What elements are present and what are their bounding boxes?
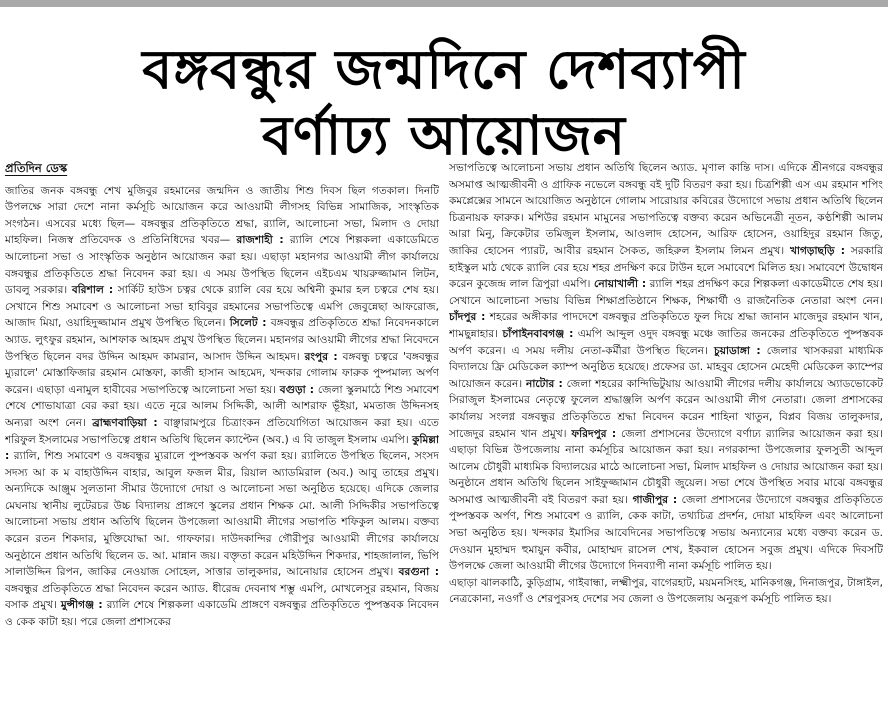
region-text-brahmanbaria: বাঞ্ছারামপুরে চিত্রাংকন প্রতিযোগিতা আয়োজন করা হয়। এতে শরিফুল ইসলামের সভাপতিত্বে প্রধান অতিথি ছিলেন ক্যাপ্টেন (অব.) এ বি তাজুল ইসলাম এমপি। <box>5 416 439 446</box>
closing-paragraph: এছাড়া ঝালকাঠি, কুড়িগ্রাম, গাইবান্ধা, লক্ষ্মীপুর, বাগেরহাট, ময়মনসিংহ, মানিকগঞ্জ, দিনাজপুর, টাঙ্গাইল, নেত্রকোনা, নওগাঁ ও শেরপুরসহ দেশের সব জেলা ও উপজেলায় অনুরূপ কর্মসূচি পালিত হয়। <box>449 576 883 606</box>
region-text-rangpur: বঙ্গবন্ধু চত্বরে 'বঙ্গবন্ধুর ম্যুরালে' মোস্তাফিজার রহমান মোস্তফা, কাজী হাসান আহমেদ, খন্দকার গোলাম ফারুক পুষ্পমাল্য অর্পণ করেন। এছাড়া এনামুল হাবীবের সভাপতিত্বে আলোচনা সভা হয়। <box>5 350 439 396</box>
region-label-gazipur: গাজীপুর : <box>632 493 678 506</box>
region-text-khagrachari: সরকারি হাইস্কুল মাঠ থেকে র‍্যালি বের হয়ে শহর প্রদক্ষিণ করে টাউন হলে সমাবেশে মিলিত হয়। সমাবেশে উদ্বোধন করেন কুজেন্দ্র লাল ত্রিপুরা এমপি। <box>449 244 883 291</box>
region-text-faridpur: জেলা প্রশাসনের উদ্যোগে বর্ণাঢ্য র‍্যালির আয়োজন করা হয়। এছাড়া বিভিন্ন উপজেলায় নানা কর্মসূচির আয়োজন করা হয়। নগরকান্দা উপজেলার ফুলসুতী আব্দুল আলেম চৌধুরী মাধ্যমিক বিদ্যালয়ের মাঠে আলোচনা সভা, মিলাদ মাহফিল ও দোয়ার আয়োজন করা হয়। অনুষ্ঠানে প্রধান অতিথি ছিলেন সাইফুজ্জামান চৌধুরী জুয়েল। সভা শেষে উপস্থিত সবার মাঝে বঙ্গবন্ধুর অসমাপ্ত আত্মজীবনী বই বিতরণ করা হয়। <box>449 427 883 506</box>
article-right-column <box>449 160 883 702</box>
region-label-chuadanga: চুয়াডাঙ্গা : <box>713 344 761 357</box>
region-label-rangpur: রংপুর : <box>304 350 338 363</box>
headline-line-1: বঙ্গবন্ধুর জন্মদিনে দেশব্যাপী <box>142 38 746 101</box>
region-label-cumilla: কুমিল্লা : <box>5 433 439 463</box>
article-left-column <box>5 160 439 702</box>
region-label-bogura: বগুড়া : <box>279 383 315 396</box>
region-text-chandpur: শহরের অঙ্গীকার পাদদেশে বঙ্গবন্ধুর প্রতিকৃতিতে ফুল দিয়ে শ্রদ্ধা জানান মাজেদুর রহমান খান, শামছুন্নাহার। <box>449 311 883 340</box>
region-text-chuadanga: জেলার খাসকররা মাধ্যমিক বিদ্যালয়ে ফ্রি মেডিকেল ক্যাম্প অনুষ্ঠিত হয়েছে। প্রফেসর ডা. মাহবুব হোসেন মেহেদী মেডিকেল ক্যাম্পের আয়োজন করেন। <box>449 344 883 390</box>
intro-text: জাতির জনক বঙ্গবন্ধু শেখ মুজিবুর রহমানের জন্মদিন ও জাতীয় শিশু দিবস ছিল গতকাল। দিনটি উপলক্ষে সারা দেশে নানা কর্মসূচি আয়োজন করে আওয়ামী লীগসহ বিভিন্ন সামাজিক, সাংস্কৃতিক সংগঠন। এসবের মধ্যে ছিল— বঙ্গবন্ধুর প্রতিকৃতিতে শ্রদ্ধা, র‍্যালি, আলোচনা সভা, মিলাদ ও দোয়া মাহফিল। নিজস্ব প্রতিবেদক ও প্রতিনিধিদের খবর— <box>5 184 439 247</box>
region-label-faridpur: ফরিদপুর : <box>571 427 617 440</box>
region-text-munshiganj: র‍্যালি শেষে শিল্পকলা একাডেমি প্রাঙ্গণে বঙ্গবন্ধুর প্রতিকৃতিতে পুষ্পস্তবক নিবেদন ও কেক কাটা হয়। পরে জেলা প্রশাসকের <box>5 599 439 629</box>
region-label-barguna: বরগুনা : <box>398 566 439 579</box>
region-label-rajshahi: রাজশাহী : <box>236 234 284 247</box>
region-label-chapainawabganj: চাঁপাইনবাবগঞ্জ : <box>502 327 574 340</box>
region-text-noakhali: র‍্যালি শহর প্রদক্ষিণ করে শিল্পকলা একাডেমীতে শেষ হয়। সেখানে আলোচনা সভায় বিভিন্ন শিক্ষাপ্রতিষ্ঠানে শিক্ষক, শিক্ষার্থী ও রাজনৈতিক নেতারা অংশ নেন। <box>449 278 883 307</box>
region-label-chandpur: চাঁদপুর : <box>449 311 486 324</box>
article-body-left <box>5 183 439 631</box>
region-label-noakhali: নোয়াখালী : <box>594 278 647 291</box>
region-label-barishal: বরিশাল : <box>71 284 114 297</box>
region-text-sylhet: বঙ্গবন্ধুর প্রতিকৃতিতে শ্রদ্ধা নিবেদনকালে অ্যাড. লুৎফুর রহমান, আশফাক আহমদ প্রমুখ উপস্থিত ছিলেন। মহানগর আওয়ামী লীগের শ্রদ্ধা নিবেদনে উপস্থিত ছিলেন বদর উদ্দিন আহমদ কামরান, আসাদ উদ্দিন আহমদ। <box>5 317 439 363</box>
region-label-brahmanbaria: ব্রাহ্মণবাড়িয়া : <box>92 416 158 429</box>
region-label-natore: নাটোর : <box>526 377 563 390</box>
region-text-gazipur: জেলা প্রশাসনের উদ্যোগে বঙ্গবন্ধুর প্রতিকৃতিতে পুষ্পস্তবক অর্পণ, শিশু সমাবেশ ও র‍্যালি, কেক কাটা, তথ্যচিত্র প্রদর্শন, দোয়া মাহফিল এবং আলোচনা সভা অনুষ্ঠিত হয়। খন্দকার ইমাসির আবেদিনের সভাপতিত্বে সভায় অন্যান্যের মধ্যে বক্তব্য করেন ড. দেওয়ান মুহাম্মদ হুমায়ুন কবীর, মোহাম্মদ রাসেল শেখ, ইকবাল হোসেন সবুজ প্রমুখ। এদিকে দিবসটি উপলক্ষে জেলা আওয়ামী লীগের উদ্যোগে দিনব্যাপী নানা কর্মসূচি পালিত হয়। <box>449 493 883 573</box>
article-body-right <box>449 160 883 575</box>
region-text-natore: জেলা শহরের কান্দিভিটুয়ায় আওয়ামী লীগের দলীয় কার্যালয়ে অ্যাডভোকেট সিরাজুল ইসলামের নেতৃত্বে ফুলেল শ্রদ্ধাঞ্জলি অর্পণ করেন আওয়ামী লীগ নেতারা। জেলা প্রশাসকের কার্যালয় সংলগ্ন বঙ্গবন্ধুর প্রতিকৃতিতে শ্রদ্ধা নিবেদন করেন শাহিনা খাতুন, বিপ্লব বিজয় তালুকদার, সাজেদুর রহমান খান প্রমুখ। <box>449 377 883 440</box>
continued-text: সভাপতিত্বে আলোচনা সভায় প্রধান অতিথি ছিলেন অ্যাড. মৃণাল কান্তি দাস। এদিকে শ্রীনগরে বঙ্গবন্ধুর অসমাপ্ত আত্মজীবনী ও গ্রাফিক নভেলে বঙ্গবন্ধু বই দুটি বিতরণ করা হয়। চিত্রশিল্পী এস এম রহমান শপিং কমপ্লেক্সের সামনে আয়োজিত অনুষ্ঠানে গোলাম সারোয়ার কবিরের উদ্যোগে সভায় প্রধান অতিথি ছিলেন চিত্রনায়ক ফারুক। মশিউর রহমান মামুনের সভাপতিত্বে বক্তব্য করেন অভিনেত্রী নূতন, কণ্ঠশিল্পী আলম আরা মিনু, ক্রিকেটার তমিজুল ইসলাম, আওলাদ হোসেন, আরিফ হোসেন, ওয়াহিদুর রহমান জিতু, জাকির হোসেন প্যারট, আবীর রহমান সৈকত, জহিরুল ইসলাম লিমন প্রমুখ। <box>449 162 883 257</box>
region-label-sylhet: সিলেট : <box>229 317 267 330</box>
region-text-barishal: সার্কিট হাউস চত্বর থেকে র‍্যালি বের হয়ে অশ্বিনী কুমার হল চত্বরে শেষ হয়। সেখানে শিশু সমাবেশ ও আলোচনা সভা হাবিবুর রহমানের সভাপতিত্বে এমপি জেবুন্নেছা আফরোজ, আজাদ মিয়া, ওয়াহিদুজ্জামান প্রমুখ উপস্থিত ছিলেন। <box>5 284 439 330</box>
top-border <box>0 0 888 7</box>
region-label-khagrachari: খাগড়াছড়ি : <box>789 244 845 257</box>
region-text-rajshahi: র‍্যালি শেষে শিল্পকলা একাডেমিতে আলোচনা সভা ও সাংস্কৃতিক অনুষ্ঠান আয়োজন করা হয়। এছাড়া মহানগর আওয়ামী লীগ কার্যালয়ে বঙ্গবন্ধুর প্রতিকৃতিতে শ্রদ্ধা নিবেদন করা হয়। এ সময় উপস্থিত ছিলেন এইচএম খায়রুজ্জামান লিটন, ডাবলু সরকার। <box>5 234 439 297</box>
headline-line-2: বর্ণাঢ্য আয়োজন <box>261 104 627 167</box>
region-text-chapainawabganj: এমপি আব্দুল ওদুদ বঙ্গবন্ধু মঞ্চে জাতির জনকের প্রতিকৃতিতে পুষ্পস্তবক অর্পণ করেন। এ সময় দলীয় নেতা-কর্মীরা উপস্থিত ছিলেন। <box>449 327 883 357</box>
region-text-bogura: জেলা স্কুলমাঠে শিশু সমাবেশ শেষে শোভাযাত্রা বের করা হয়। এতে নূরে আলম সিদ্দিকী, আলী আশরাফ ভূঁইয়া, মমতাজ উদ্দিনসহ অন্যরা অংশ নেন। <box>5 383 439 429</box>
byline: প্রতিদিন ডেস্ক <box>5 161 68 175</box>
region-text-cumilla: র‍্যালি, শিশু সমাবেশ ও বঙ্গবন্ধুর ম্যুরালে পুষ্পস্তবক অর্পণ করা হয়। র‍্যালিতে উপস্থিত ছিলেন, সংসদ সদস্য আ ক ম বাহাউদ্দিন বাহার, আবুল ফজল মীর, রিয়াল অ্যাডমিরাল (অব.) আবু তাহের প্রমুখ। অন্যদিকে আঞ্জুম সুলতানা সীমার উদ্যোগে দোয়া ও আলোচনা সভা অনুষ্ঠিত হয়েছে। এদিকে জেলার মেঘনায় স্থানীয় লুটেরচর উচ্চ বিদ্যালয় প্রাঙ্গণে স্কুলের প্রধান শিক্ষক মো. আলী সিদ্দিকীর সভাপতিত্বে আলোচনা সভায় প্রধান অতিথি ছিলেন উপজেলা আওয়ামী লীগের সভাপতি শফিকুল আলম। বক্তব্য করেন রতন শিকদার, মুক্তিযোদ্ধা আ. গাফফার। দাউদকান্দির গৌরীপুর আওয়ামী লীগের কার্যালয়ে অনুষ্ঠানে প্রধান অতিথি ছিলেন ড. আ. মান্নান জয়। বক্তৃতা করেন মহিউদ্দিন শিকদার, শাহজালাল, ভিপি সালাউদ্দিন রিপন, জাকির নেওয়াজ সোহেল, সাত্তার তালুকদার, আনোয়ার হোসেন প্রমুখ। <box>5 450 439 579</box>
region-text-barguna: বঙ্গবন্ধুর প্রতিকৃতিতে শ্রদ্ধা নিবেদন করেন অ্যাড. ধীরেন্দ্র দেবনাথ শম্ভু এমপি, মোখলেসুর রহমান, বিজয় বসাক প্রমুখ। <box>5 582 439 612</box>
region-label-munshiganj: মুন্সীগঞ্জ : <box>60 599 103 612</box>
